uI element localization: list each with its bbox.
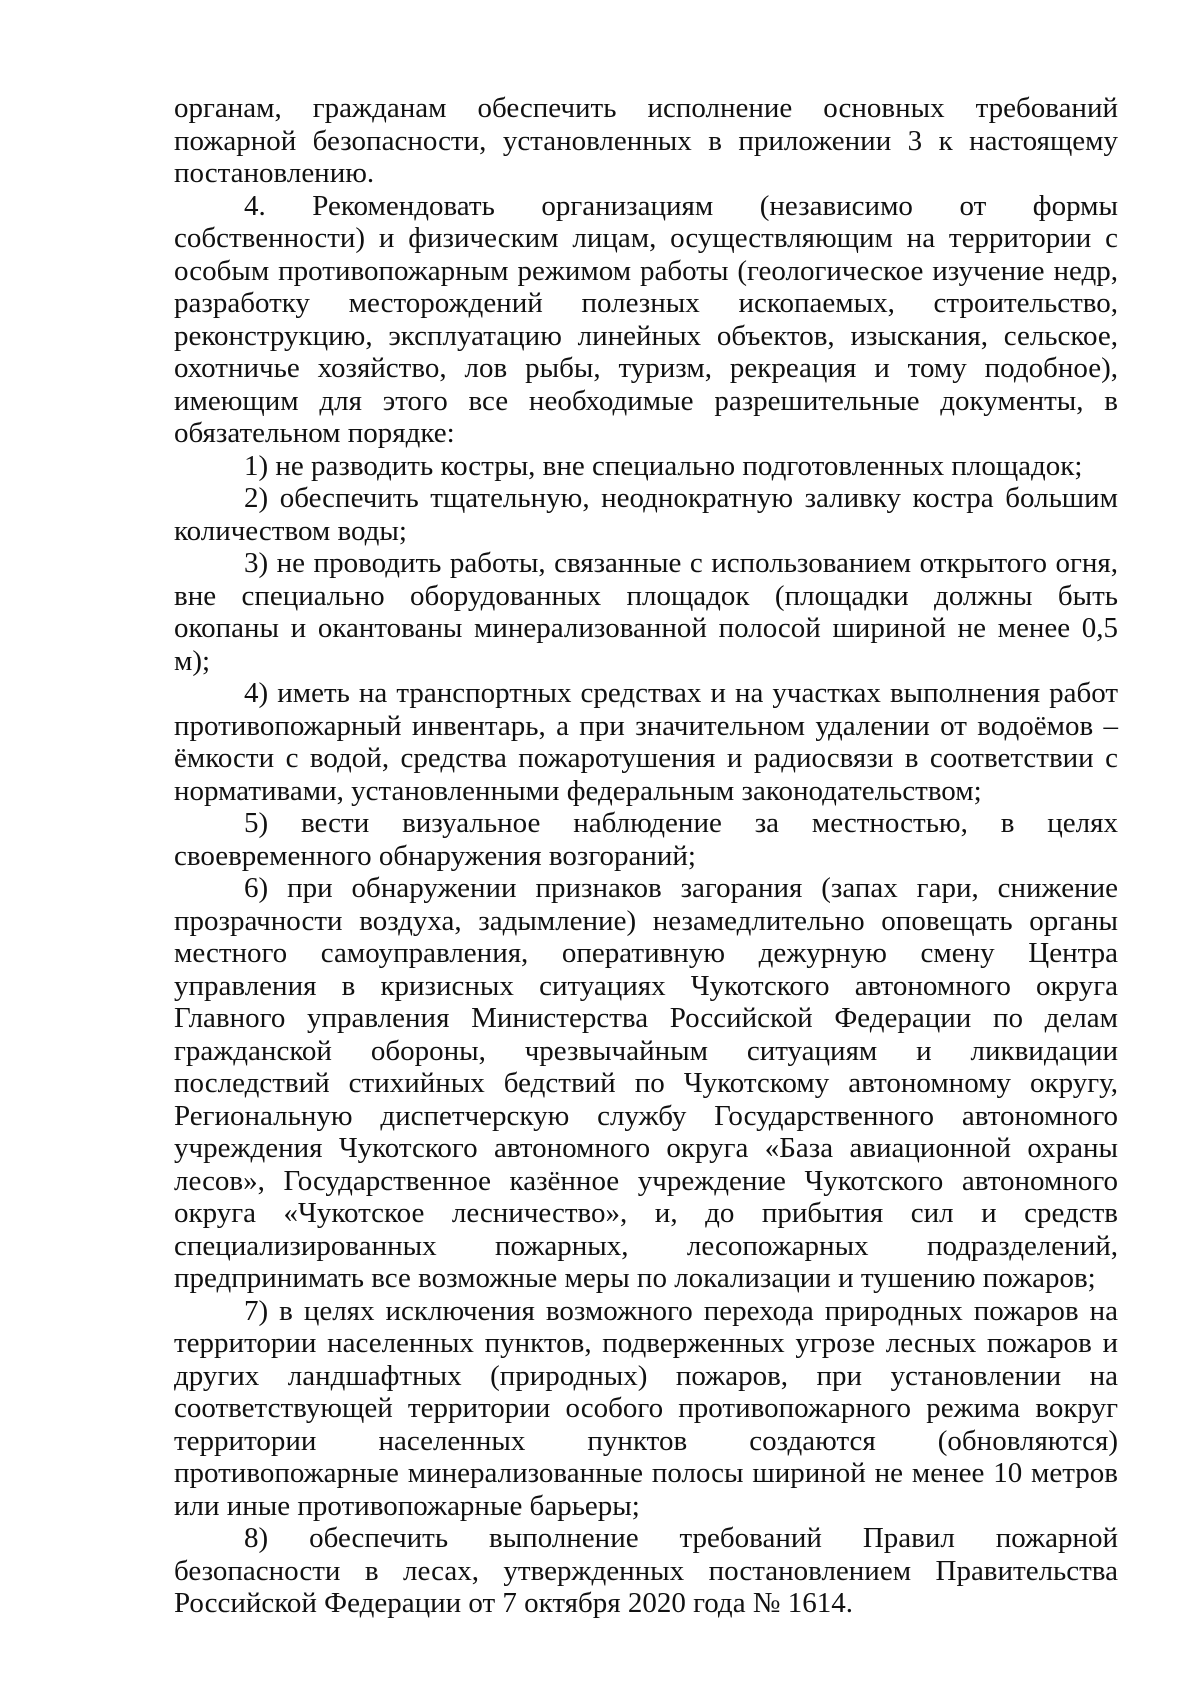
list-item-8: 8) обеспечить выполнение требований Правил пожарной безопасности в лесах, утвержденных постановлением Правительства Российской Федерации от 7 октября 2020 года № 1614. [174, 1522, 1118, 1619]
list-item-7: 7) в целях исключения возможного перехода природных пожаров на территории населенных пунктов, подверженных угрозе лесных пожаров и других ландшафтных (природных) пожаров, при установлении на соответствующей территории особого противопожарного режима вокруг территории населенных пунктов создаются (обновляются) противопожарные минерализованные полосы шириной не менее 10 метров или иные противопожарные барьеры; [174, 1294, 1118, 1522]
list-item-6: 6) при обнаружении признаков загорания (запах гари, снижение прозрачности воздуха, задымление) незамедлительно оповещать органы местного самоуправления, оперативную дежурную смену Центра управления в кризисных ситуациях Чукотского автономного округа Главного управления Министерства Российской Федерации по делам гражданской обороны, чрезвычайным ситуациям и ликвидации последствий стихийных бедствий по Чукотскому автономному округу, Региональную диспетчерскую службу Государственного автономного учреждения Чукотского автономного округа «База авиационной охраны лесов», Государственное казённое учреждение Чукотского автономного округа «Чукотское лесничество», и, до прибытия сил и средств специализированных пожарных, лесопожарных подразделений, предпринимать все возможные меры по локализации и тушению пожаров; [174, 872, 1118, 1294]
list-item-5: 5) вести визуальное наблюдение за местностью, в целях своевременного обнаружения возгораний; [174, 807, 1118, 872]
paragraph-item-4: 4. Рекомендовать организациям (независимо от формы собственности) и физическим лицам, осуществляющим на территории с особым противопожарным режимом работы (геологическое изучение недр, разработку месторождений полезных ископаемых, строительство, реконструкцию, эксплуатацию линейных объектов, изыскания, сельское, охотничье хозяйство, лов рыбы, туризм, рекреация и тому подобное), имеющим для этого все необходимые разрешительные документы, в обязательном порядке: [174, 189, 1118, 449]
list-item-4: 4) иметь на транспортных средствах и на участках выполнения работ противопожарный инвентарь, а при значительном удалении от водоёмов – ёмкости с водой, средства пожаротушения и радиосвязи в соответствии с нормативами, установленными федеральным законодательством; [174, 677, 1118, 807]
list-item-1: 1) не разводить костры, вне специально подготовленных площадок; [244, 449, 1083, 482]
list-item-2: 2) обеспечить тщательную, неоднократную заливку костра большим количеством воды; [174, 482, 1118, 547]
paragraph-continuation: органам, гражданам обеспечить исполнение основных требований пожарной безопасности, установленных в приложении 3 к настоящему постановлению. [174, 92, 1118, 189]
document-page [174, 92, 1118, 1620]
list-item-3: 3) не проводить работы, связанные с использованием открытого огня, вне специально оборудованных площадок (площадки должны быть окопаны и окантованы минерализованной полосой шириной не менее 0,5 м); [174, 547, 1118, 677]
